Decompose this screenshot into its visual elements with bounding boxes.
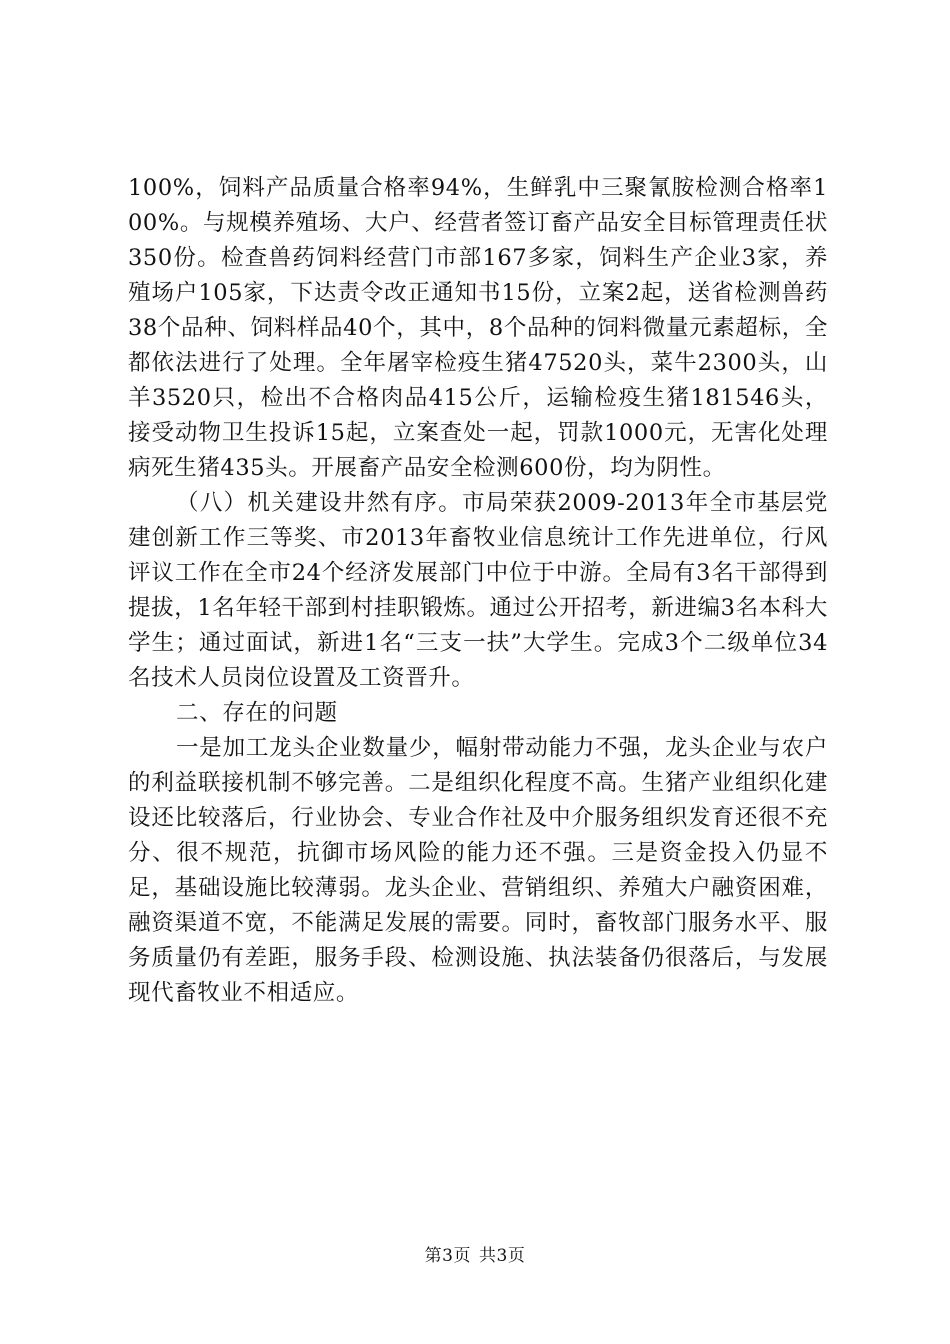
paragraph-problems: 一是加工龙头企业数量少，幅射带动能力不强，龙头企业与农户的利益联接机制不够完善。二是组织化程度不高。生猪产业组织化建设还比较落后，行业协会、专业合作社及中介服务组织发育还很不充分、很不规范，抗御市场风险的能力还不强。三是资金投入仍显不足，基础设施比较薄弱。龙头企业、营销组织、养殖大户融资困难，融资渠道不宽，不能满足发展的需要。同时，畜牧部门服务水平、服务质量仍有差距，服务手段、检测设施、执法装备仍很落后，与发展现代畜牧业不相适应。 [128, 735, 828, 1006]
section-heading-problems: 二、存在的问题 [176, 700, 338, 726]
document-body [128, 171, 828, 1011]
paragraph-continuation: 100%，饲料产品质量合格率94%，生鲜乳中三聚氰胺检测合格率100%。与规模养殖场、大户、经营者签订畜产品安全目标管理责任状350份。检查兽药饲料经营门市部167多家，饲料生产企业3家，养殖场户105家，下达责令改正通知书15份，立案2起，送省检测兽药38个品种、饲料样品40个，其中，8个品种的饲料微量元素超标，全都依法进行了处理。全年屠宰检疫生猪47520头，菜牛2300头，山羊3520只，检出不合格肉品415公斤，运输检疫生猪181546头，接受动物卫生投诉15起，立案查处一起，罚款1000元，无害化处理病死生猪435头。开展畜产品安全检测600份，均为阴性。 [128, 175, 828, 481]
page-number: 第3页 [424, 1246, 471, 1266]
page-footer [0, 1244, 950, 1268]
page-total: 共3页 [479, 1246, 526, 1266]
paragraph-section-eight: （八）机关建设井然有序。市局荣获2009-2013年全市基层党建创新工作三等奖、市2013年畜牧业信息统计工作先进单位，行风评议工作在全市24个经济发展部门中位于中游。全局有3名干部得到提拔，1名年轻干部到村挂职锻炼。通过公开招考，新进编3名本科大学生；通过面试，新进1名“三支一扶”大学生。完成3个二级单位34名技术人员岗位设置及工资晋升。 [128, 490, 828, 691]
